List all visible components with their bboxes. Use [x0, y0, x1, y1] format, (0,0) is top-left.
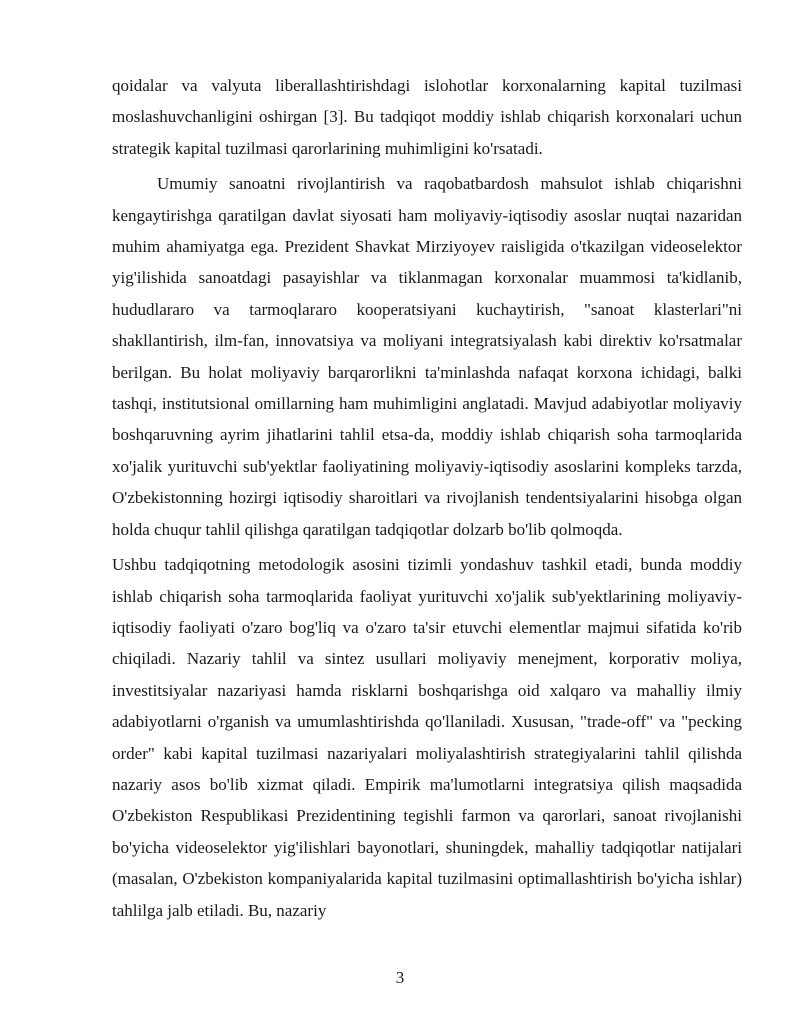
document-page [112, 70, 742, 926]
paragraph-1: qoidalar va valyuta liberallashtirishdagi islohotlar korxonalarning kapital tuzilmasi moslashuvchanligini oshirgan [3]. Bu tadqiqot moddiy ishlab chiqarish korxonalari uchun strategik kapital tuzilmasi qarorlarining muhimligini ko'rsatadi. [112, 76, 742, 158]
paragraph-3: Ushbu tadqiqotning metodologik asosini tizimli yondashuv tashkil etadi, bunda moddiy ishlab chiqarish soha tarmoqlarida faoliyat yurituvchi xo'jalik sub'yektlarining moliyaviy-iqtisodiy faoliyati o'zaro bog'liq va o'zaro ta'sir etuvchi elementlar majmui sifatida ko'rib chiqiladi. Nazariy tahlil va sintez usullari moliyaviy menejment, korporativ moliya, investitsiyalar nazariyasi hamda risklarni boshqarishga oid xalqaro va mahalliy ilmiy adabiyotlarni o'rganish va umumlashtirishda qo'llaniladi. Xususan, "trade-off" va "pecking order" kabi kapital tuzilmasi nazariyalari moliyalashtirish strategiyalarini tahlil qilishda nazariy asos bo'lib xizmat qiladi. Empirik ma'lumotlarni integratsiya qilish maqsadida O'zbekiston Respublikasi Prezidentining tegishli farmon va qarorlari, sanoat rivojlanishi bo'yicha videoselektor yig'ilishlari bayonotlari, shuningdek, mahalliy tadqiqotlar natijalari (masalan, O'zbekiston kompaniyalarida kapital tuzilmasini optimallashtirish bo'yicha ishlar) tahlilga jalb etiladi. Bu, nazariy [112, 555, 742, 920]
paragraph-2: Umumiy sanoatni rivojlantirish va raqobatbardosh mahsulot ishlab chiqarishni kengaytirishga qaratilgan davlat siyosati ham moliyaviy-iqtisodiy asoslar nuqtai nazaridan muhim ahamiyatga ega. Prezident Shavkat Mirziyoyev raisligida o'tkazilgan videoselektor yig'ilishida sanoatdagi pasayishlar va tiklanmagan korxonalar muammosi ta'kidlanib, hududlararo va tarmoqlararo kooperatsiyani kuchaytirish, "sanoat klasterlari"ni shakllantirish, ilm-fan, innovatsiya va moliyani integratsiyalash kabi direktiv ko'rsatmalar berilgan. Bu holat moliyaviy barqarorlikni ta'minlashda nafaqat korxona ichidagi, balki tashqi, institutsional omillarning ham muhimligini anglatadi. Mavjud adabiyotlar moliyaviy boshqaruvning ayrim jihatlarini tahlil etsa-da, moddiy ishlab chiqarish soha tarmoqlarida xo'jalik yurituvchi sub'yektlar faoliyatining moliyaviy-iqtisodiy asoslarini kompleks tarzda, O'zbekistonning hozirgi iqtisodiy sharoitlari va rivojlanish tendentsiyalarini hisobga olgan holda chuqur tahlil qilishga qaratilgan tadqiqotlar dolzarb bo'lib qolmoqda. [112, 174, 742, 539]
page-number: 3 [395, 968, 405, 987]
